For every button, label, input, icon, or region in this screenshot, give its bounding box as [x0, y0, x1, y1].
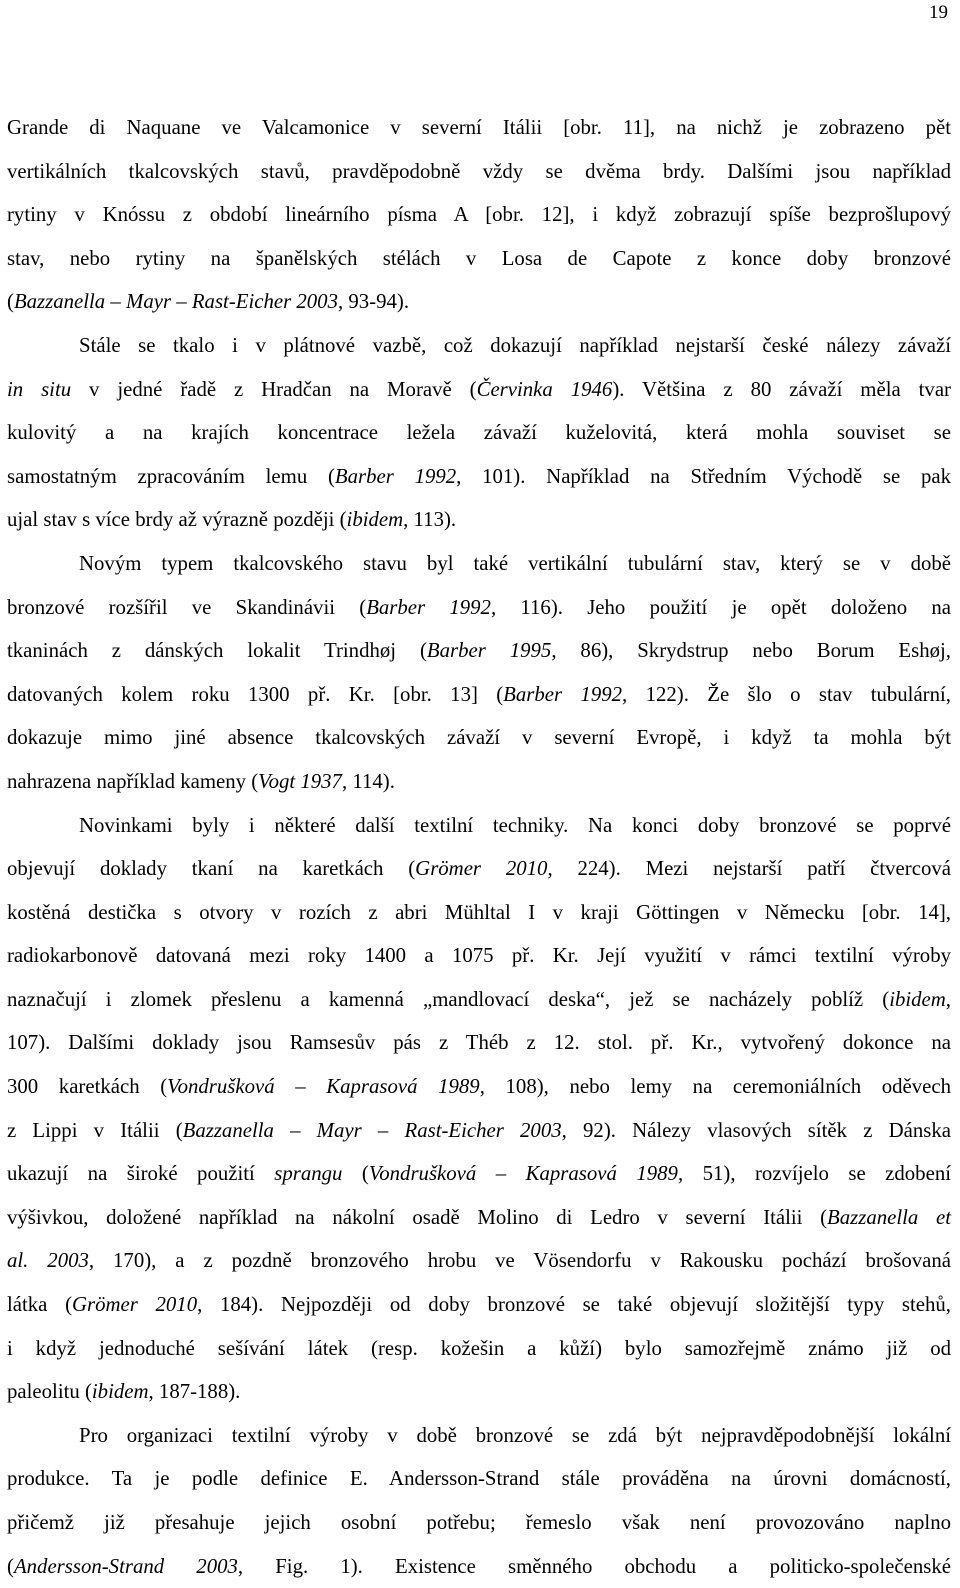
emphasis-text: Bazzanella et [827, 1205, 951, 1229]
text-segment: Grande di Naquane ve Valcamonice v severní Itálii [obr. 11], na nichž je zobrazeno pět [7, 116, 951, 139]
text-segment: v jedné řadě z Hradčan na Moravě ( [71, 377, 477, 401]
text-segment: radiokarbonově datovaná mezi roky 1400 a 1075 př. Kr. Její využití v rámci textilní výroby [7, 944, 951, 968]
text-segment: , 51), rozvíjelo se zdobení [677, 1162, 951, 1186]
text-line [7, 1239, 951, 1283]
text-segment: produkce. Ta je podle definice E. Andersson-Strand stále prováděna na úrovni domácností, [7, 1467, 951, 1491]
text-segment: výšivkou, doložené například na nákolní osadě Molino di Ledro v severní Itálii ( [7, 1205, 828, 1229]
text-line [7, 542, 951, 586]
text-segment: paleolitu ( [7, 1380, 92, 1404]
emphasis-text: al. 2003 [7, 1249, 89, 1273]
emphasis-text: Andersson-Strand 2003 [13, 1554, 238, 1578]
text-line [7, 1545, 951, 1588]
emphasis-text: Barber 1992 [334, 464, 457, 488]
text-segment: datovaných kolem roku 1300 př. Kr. [obr. 13] ( [7, 682, 504, 706]
text-line [7, 237, 951, 281]
emphasis-text: Grömer 2010 [72, 1293, 198, 1317]
text-segment: rytiny v Knóssu z období lineárního písma A [obr. 12], i když zobrazují spíše bezprošlupový [7, 203, 951, 227]
text-line [7, 1152, 951, 1196]
emphasis-text: Barber 1995 [426, 639, 552, 663]
text-segment: ujal stav s více brdy až výrazně později ( [7, 508, 347, 532]
text-line [7, 1196, 951, 1240]
text-segment: ). Většina z 80 závaží měla tvar [612, 377, 951, 401]
text-line [7, 324, 951, 368]
emphasis-text: Červinka 1946 [476, 377, 613, 401]
emphasis-text: ibidem [889, 987, 946, 1011]
text-line [7, 150, 951, 194]
emphasis-text: Bazzanella – Mayr – Rast-Eicher 2003 [13, 290, 338, 314]
text-line [7, 586, 951, 630]
text-segment: , 184). Nejpozději od doby bronzové se také objevují složitější typy stehů, [197, 1293, 951, 1317]
text-segment: , 101). Například na Středním Východě se pak [456, 464, 951, 488]
text-segment: i když jednoduché sešívání látek (resp. kožešin a kůží) bylo samozřejmě známo již od [7, 1336, 951, 1360]
text-line [7, 1501, 951, 1545]
text-segment: , Fig. 1). Existence směnného obchodu a politicko-společenské [237, 1554, 951, 1578]
text-segment: , 86), Skrydstrup nebo Borum Eshøj, [551, 639, 952, 663]
text-segment: , 108), nebo lemy na ceremoniálních oděvech [479, 1075, 952, 1099]
text-segment: , 93-94). [337, 290, 410, 314]
text-line [7, 498, 951, 542]
text-segment: Stále se tkalo i v plátnové vazbě, což dokazují například nejstarší české nálezy závaží [79, 333, 951, 357]
text-segment: 107). Dalšími doklady jsou Ramsesův pás z Théb z 12. stol. př. Kr., vytvořený dokonce na [7, 1031, 951, 1055]
text-line [7, 847, 951, 891]
text-segment: látka ( [7, 1293, 72, 1317]
emphasis-text: Grömer 2010 [415, 857, 548, 881]
emphasis-text: Vondrušková – Kaprasová 1989 [167, 1075, 480, 1099]
text-segment: dokazuje mimo jiné absence tkalcovských závaží v severní Evropě, i když ta mohla být [7, 726, 951, 750]
text-segment: 300 karetkách ( [7, 1075, 168, 1099]
text-segment: Novým typem tkalcovského stavu byl také vertikální tubulární stav, který se v době [79, 551, 951, 575]
text-segment: , 122). Že šlo o stav tubulární, [622, 682, 951, 706]
text-line [7, 629, 951, 673]
text-segment: ( [7, 290, 14, 314]
text-segment: stav, nebo rytiny na španělských stélách v Losa de Capote z konce doby bronzové [7, 246, 951, 270]
emphasis-text: ibidem [346, 508, 404, 532]
text-segment: přičemž již přesahuje jejich osobní potřebu; řemeslo však není provozováno naplno [7, 1511, 951, 1534]
text-line [7, 1021, 951, 1065]
text-segment: , 187-188). [148, 1380, 241, 1404]
text-line [7, 193, 951, 237]
text-segment: z Lippi v Itálii ( [7, 1118, 183, 1142]
text-segment: , 114). [341, 769, 395, 793]
body-text [7, 106, 951, 1588]
text-segment: nahrazena například kameny ( [7, 769, 259, 793]
text-line [7, 455, 951, 499]
text-line [7, 716, 951, 760]
text-segment: , 92). Nálezy vlasových sítěk z Dánska [561, 1118, 951, 1142]
text-segment: kostěná destička s otvory v rozích z abri Mühltal I v kraji Göttingen v Německu [obr. 14], [7, 900, 951, 924]
emphasis-text: sprangu [274, 1162, 343, 1186]
text-segment: ( [7, 1554, 14, 1578]
text-line [7, 978, 951, 1022]
text-line [7, 368, 951, 412]
text-segment: ukazují na široké použití [7, 1162, 275, 1186]
emphasis-text: Vogt 1937 [258, 769, 342, 793]
emphasis-text: in situ [7, 377, 72, 401]
text-segment: naznačují i zlomek přeslenu a kamenná „mandlovací deska“, jež se nacházely poblíž ( [7, 987, 890, 1011]
text-segment: vertikálních tkalcovských stavů, pravděpodobně vždy se dvěma brdy. Dalšími jsou například [7, 159, 951, 183]
text-line [7, 280, 951, 324]
text-segment: samostatným zpracováním lemu ( [7, 464, 335, 488]
text-segment: , 116). Jeho použití je opět doloženo na [490, 595, 951, 619]
text-line [7, 1283, 951, 1327]
text-line [7, 1370, 951, 1414]
text-line [7, 934, 951, 978]
text-line [7, 891, 951, 935]
emphasis-text: ibidem [91, 1380, 149, 1404]
text-line [7, 1109, 951, 1153]
emphasis-text: Barber 1992 [503, 682, 623, 706]
text-segment: ( [342, 1162, 369, 1186]
text-segment: objevují doklady tkaní na karetkách ( [7, 857, 416, 881]
text-line [7, 804, 951, 848]
text-segment: , 170), a z pozdně bronzového hrobu ve Vösendorfu v Rakousku pochází brošovaná [88, 1249, 951, 1273]
text-segment: , 224). Mezi nejstarší patří čtvercová [547, 857, 951, 881]
emphasis-text: Barber 1992 [366, 595, 491, 619]
text-segment: , 113). [403, 508, 457, 532]
text-segment: kulovitý a na krajích koncentrace ležela závaží kuželovitá, která mohla souviset se [7, 421, 951, 445]
text-line [7, 1457, 951, 1501]
text-line [7, 760, 951, 804]
text-line [7, 1414, 951, 1458]
text-line [7, 1065, 951, 1109]
page-number: 19 [929, 2, 948, 23]
text-segment: Pro organizaci textilní výroby v době bronzové se zdá být nejpravděpodobnější lokální [79, 1423, 951, 1447]
text-line [7, 411, 951, 455]
text-line [7, 1327, 951, 1371]
emphasis-text: Bazzanella – Mayr – Rast-Eicher 2003 [182, 1118, 562, 1142]
text-segment: Novinkami byly i některé další textilní techniky. Na konci doby bronzové se poprvé [79, 813, 951, 837]
text-line [7, 106, 951, 150]
text-segment: , [945, 987, 951, 1011]
emphasis-text: Vondrušková – Kaprasová 1989 [368, 1162, 678, 1186]
text-segment: bronzové rozšířil ve Skandinávii ( [7, 595, 367, 619]
text-segment: tkaninách z dánských lokalit Trindhøj ( [7, 639, 427, 663]
text-line [7, 673, 951, 717]
